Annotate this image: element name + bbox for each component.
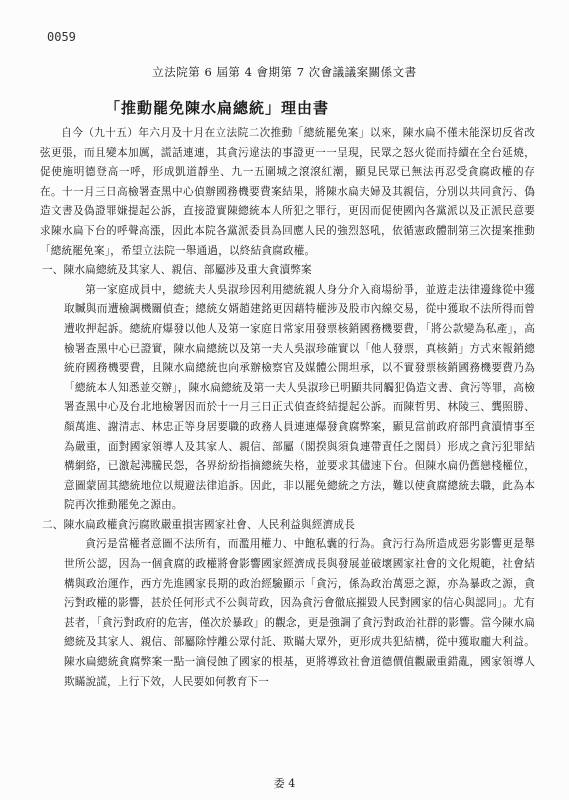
section-heading-1: 一、陳水扁總統及其家人、親信、部屬涉及重大貪瀆弊案 bbox=[42, 264, 312, 277]
page-number: 0059 bbox=[47, 30, 76, 44]
section-heading-2: 二、陳水扁政權貪污腐敗嚴重損害國家社會、人民利益與經濟成長 bbox=[42, 518, 356, 531]
page-footer: 委 4 bbox=[273, 777, 296, 790]
section-body-2: 貪污是當權者意圖不法所有，而濫用權力、中飽私囊的行為。貪污行為所造成惡劣影響更是舉世所公認，因為一個貪腐的政權將會影響國家經濟成長與發展並破壞國家社會的文化規範，社會結構與政治運作，西方先進國家長期的政治經驗顯示「貪污，係為政治萬惡之源，亦為暴政之源，貪污對政權的影響，甚於任何形式不公與苛政，因為貪污會徹底摧毀人民對國家的信心與認同」。尤有甚者，「貪污對政府的危害，僅次於暴政」的觀念，更是強調了貪污對政治社群的影響。當今陳水扁總統及其家人、親信、部屬除悖離公眾付託、欺瞞大眾外，更形成共犯結構，從中獲取龐大利益。陳水扁總統貪腐弊案一點一滴侵蝕了國家的根基，更將導致社會道德價值觀嚴重錯亂，國家領導人欺瞞說謊，上行下效，人民要如何教育下一 bbox=[64, 538, 535, 688]
document-body bbox=[40, 124, 535, 692]
document-title: 「推動罷免陳水扁總統」理由書 bbox=[105, 99, 330, 117]
document-header: 立法院第 6 屆第 4 會期第 7 次會議議案關係文書 bbox=[152, 65, 417, 79]
intro-paragraph: 自今（九十五）年六月及十月在立法院二次推動「總統罷免案」以來，陳水扁不僅未能深切反省改弦更張，而且變本加厲，謊話連連，其貪污違法的事證更一一呈現，民眾之怒火從而持續在全台延燒，促使施明德登高一呼，形成凱道靜坐、九一五圍城之滾滾紅潮，顯見民眾已無法再忍受貪腐政權的存在。十一月三日高檢署查黑中心偵辦國務機要費案結果，將陳水扁夫婦及其親信，分別以共同貪污、偽造文書及偽證罪嫌提起公訴，直接證實陳總統本人所犯之罪行，更因而促使國內各黨派以及正派民意要求陳水扁下台的呼聲高漲，因此本院各黨派委員為回應人民的強烈怒吼，依循憲政體制第三次提案推動「總統罷免案」，希望立法院一舉通過，以終結貪腐政權。 bbox=[40, 127, 535, 257]
section-body-1: 第一家庭成員中，總統夫人吳淑珍因利用總統親人身分介入商場紛爭，並遊走法律邊緣從中獲取贓與而遭檢調機關偵查；總統女婿趙建銘更因藉特權涉及股市內線交易，從中獲取不法所得而曾遭收押起訴。總統府爆發以他人及第一家庭日常家用發票核銷國務機要費，「將公款變為私產」，高檢署查黑中心已證實，陳水扁總統以及第一夫人吳淑珍確實以「他人發票，真核銷」方式來報銷總統府國務機要費，且陳水扁總統也向承辦檢察官及媒體公開坦承，以不實發票核銷國務機要費乃為「總統本人知悉並交辦」，陳水扁總統及第一夫人吳淑珍已明顯共同觸犯偽造文書、貪污等罪，高檢署查黑中心及台北地檢署因而於十一月三日正式偵查終結提起公訴。而陳哲男、林陵三、龔照勝、顏萬進、謝清志、林忠正等身居要職的政務人員連連爆發貪腐弊案，顯見當前政府部門貪瀆情事至為嚴重，面對國家領導人及其家人、親信、部屬（閣揆與須負連帶責任之閣員）形成之貪污犯罪結構網絡，已激起沸騰民怨，各界紛紛指摘總統失格，並要求其儘速下台。但陳水扁仍舊戀棧權位，意圖蒙固其總統地位以規避法律追訴。因此，非以罷免總統之方法，難以使貪腐總統去職，此為本院再次推動罷免之源由。 bbox=[64, 283, 535, 512]
